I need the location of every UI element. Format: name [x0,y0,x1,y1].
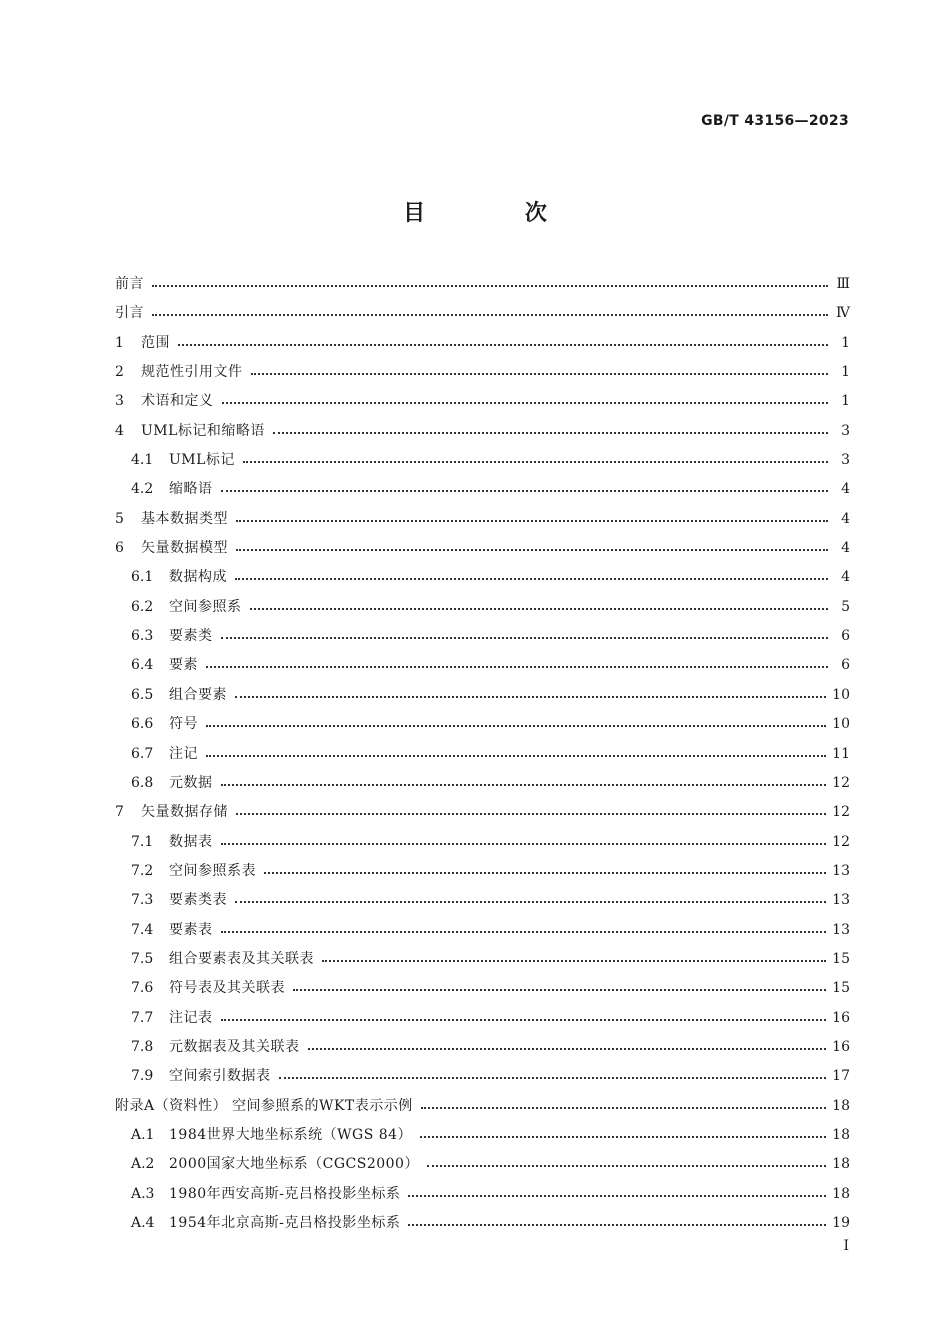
toc-entry[interactable] [115,740,850,769]
toc-entry-number: 6 [115,540,124,557]
toc-entry-page: 19 [832,1215,850,1231]
toc-entry-page: 13 [832,862,850,879]
toc-entry-label: 1984世界大地坐标系统（WGS 84） [169,1126,413,1143]
toc-entry-number: 7.4 [131,921,154,938]
toc-entry[interactable] [115,769,850,798]
toc-entry-page: 6 [841,628,850,645]
page-title: 目 次 [403,201,593,226]
toc-entry-page: 18 [832,1156,850,1173]
toc-entry-page: 1 [841,364,850,381]
toc-entry-page: 4 [841,569,850,586]
toc-entry-number: 4.1 [131,452,154,469]
toc-dot-leader [206,714,826,728]
toc-entry-page: 18 [832,1097,850,1114]
toc-entry[interactable] [115,622,850,651]
toc-dot-leader [308,1037,827,1051]
toc-entry-label: 注记表 [169,1009,213,1026]
toc-dot-leader [221,920,827,934]
toc-dot-leader [152,274,828,288]
toc-entry-number: A.4 [131,1215,155,1231]
toc-entry-label: 组合要素表及其关联表 [169,950,314,967]
toc-entry-page: 1 [841,393,850,410]
toc-entry-number: 7.8 [131,1038,154,1055]
toc-entry[interactable] [115,593,850,622]
toc-entry-page: 3 [841,452,850,469]
toc-dot-leader [221,832,827,846]
toc-entry-page: 4 [841,481,850,498]
toc-entry-label: 数据构成 [169,569,227,586]
toc-entry[interactable] [115,710,850,739]
toc-entry-number: 6.1 [131,569,154,586]
toc-entry[interactable] [115,1033,850,1062]
toc-dot-leader [235,685,826,699]
toc-entry[interactable] [115,916,850,945]
toc-entry-label: 1954年北京高斯-克吕格投影坐标系 [169,1215,401,1231]
toc-dot-leader [221,1008,827,1022]
toc-entry-number: A.2 [131,1156,155,1173]
toc-entry[interactable] [115,475,850,504]
toc-entry-page: 15 [832,980,850,997]
toc-entry-number: 7.7 [131,1009,154,1026]
toc-dot-leader [236,509,828,523]
toc-dot-leader [206,744,826,758]
toc-entry-label: 前言 [115,276,144,292]
toc-entry[interactable] [115,1180,850,1209]
toc-entry-page: 4 [841,540,850,557]
toc-entry-number: 6.3 [131,628,154,645]
toc-entry-number: 7.9 [131,1068,154,1085]
toc-entry-page: 12 [832,833,850,850]
toc-entry-page: 5 [841,598,850,615]
toc-dot-leader [293,978,826,992]
toc-entry-page: 18 [832,1185,850,1202]
toc-dot-leader [235,567,828,581]
toc-dot-leader [420,1125,826,1139]
toc-entry[interactable] [115,945,850,974]
toc-entry-number: 6.2 [131,598,154,615]
toc-entry-label: 要素 [169,657,198,674]
toc-entry-label: 要素类 [169,628,213,645]
toc-entry-label: 要素表 [169,921,213,938]
toc-entry[interactable] [115,1062,850,1091]
toc-dot-leader [408,1213,826,1227]
toc-dot-leader [243,450,828,464]
toc-entry-number: 3 [115,393,124,410]
toc-entry-page: 3 [841,422,850,439]
toc-dot-leader [421,1096,826,1110]
table-of-contents [115,270,850,1238]
toc-entry[interactable] [115,534,850,563]
toc-entry-label: 注记 [169,745,198,762]
toc-entry-page: 15 [832,950,850,967]
toc-dot-leader [221,479,829,493]
toc-entry-page: 6 [841,657,850,674]
toc-entry-page: 12 [832,774,850,791]
toc-dot-leader [279,1066,827,1080]
toc-entry-page: 4 [841,510,850,527]
toc-entry-page: Ⅳ [836,305,850,322]
toc-entry-label: 符号表及其关联表 [169,980,285,997]
toc-entry[interactable] [115,358,850,387]
toc-entry-number: A.1 [131,1126,155,1143]
toc-dot-leader [408,1184,826,1198]
toc-entry[interactable] [115,974,850,1003]
toc-entry-label: 空间参照系表 [169,862,256,879]
toc-entry-number: 4 [115,422,124,439]
toc-entry-label: 要素类表 [169,892,227,909]
toc-entry-page: 13 [832,892,850,909]
toc-entry[interactable] [115,1121,850,1150]
toc-dot-leader [427,1154,826,1168]
toc-entry-label: 符号 [169,716,198,733]
toc-entry-page: 18 [832,1126,850,1143]
toc-entry-label: 2000国家大地坐标系（CGCS2000） [169,1156,419,1173]
toc-dot-leader [250,597,829,611]
toc-entry-label: 组合要素 [169,686,227,703]
toc-entry-number: 6.5 [131,686,154,703]
toc-entry[interactable] [115,857,850,886]
toc-entry-page: 17 [832,1068,850,1085]
toc-entry[interactable] [115,1150,850,1179]
toc-entry[interactable] [115,505,850,534]
toc-entry-number: A.3 [131,1185,155,1202]
toc-entry-number: 7.1 [131,833,154,850]
toc-entry-number: 6.7 [131,745,154,762]
toc-entry-label: 空间索引数据表 [169,1068,271,1085]
toc-dot-leader [235,890,826,904]
toc-entry[interactable] [115,1209,850,1238]
toc-entry-number: 7.5 [131,950,154,967]
toc-entry-label: 1980年西安高斯-克吕格投影坐标系 [169,1185,401,1202]
toc-dot-leader [273,421,828,435]
toc-entry[interactable] [115,417,850,446]
toc-entry[interactable] [115,886,850,915]
toc-entry-page: 12 [832,804,850,821]
toc-entry[interactable] [115,387,850,416]
toc-entry-label: 范围 [141,334,170,351]
toc-entry-label: 元数据 [169,774,213,791]
toc-entry-page: 13 [832,921,850,938]
toc-dot-leader [322,949,826,963]
toc-dot-leader [152,303,828,317]
toc-entry-label: 矢量数据存储 [141,804,228,821]
toc-entry[interactable] [115,446,850,475]
toc-dot-leader [221,626,829,640]
toc-entry[interactable] [115,1092,850,1121]
toc-dot-leader [251,362,829,376]
toc-entry-number: 7.2 [131,862,154,879]
toc-entry-label: 数据表 [169,833,213,850]
page-number: Ⅰ [843,1238,849,1254]
toc-entry-number: 7.6 [131,980,154,997]
toc-entry[interactable] [115,329,850,358]
toc-entry-label: 术语和定义 [141,393,214,410]
toc-dot-leader [206,655,828,669]
toc-entry[interactable] [115,299,850,328]
toc-entry[interactable] [115,681,850,710]
toc-entry-page: 11 [832,745,850,762]
toc-entry[interactable] [115,651,850,680]
toc-entry-number: 6.4 [131,657,154,674]
toc-entry-label: 引言 [115,305,144,322]
standard-code: GB/T 43156—2023 [701,113,849,129]
toc-entry-label: 空间参照系 [169,598,242,615]
toc-dot-leader [264,861,826,875]
toc-entry-page: 10 [832,686,850,703]
toc-entry-page: 1 [841,334,850,351]
toc-entry[interactable] [115,270,850,299]
toc-entry-label: UML标记和缩略语 [141,422,265,439]
toc-entry-number: 4.2 [131,481,154,498]
toc-dot-leader [222,391,829,405]
toc-entry-number: 5 [115,510,124,527]
toc-entry-label: 规范性引用文件 [141,364,243,381]
toc-entry-page: 16 [832,1038,850,1055]
toc-entry-label: 附录A（资料性） 空间参照系的WKT表示示例 [115,1097,413,1114]
toc-entry-number: 1 [115,334,124,351]
toc-entry-number: 7 [115,804,124,821]
toc-dot-leader [178,333,828,347]
toc-dot-leader [236,538,828,552]
toc-dot-leader [221,773,827,787]
toc-entry-number: 2 [115,364,124,381]
toc-entry-label: UML标记 [169,452,235,469]
toc-entry-page: 10 [832,716,850,733]
toc-entry-number: 6.6 [131,716,154,733]
toc-entry-page: 16 [832,1009,850,1026]
toc-entry[interactable] [115,828,850,857]
toc-entry-label: 基本数据类型 [141,510,228,527]
toc-entry[interactable] [115,798,850,827]
toc-entry-page: Ⅲ [836,276,850,292]
toc-entry-label: 缩略语 [169,481,213,498]
toc-entry[interactable] [115,563,850,592]
toc-entry-label: 元数据表及其关联表 [169,1038,300,1055]
toc-entry[interactable] [115,1004,850,1033]
toc-dot-leader [236,802,826,816]
toc-entry-label: 矢量数据模型 [141,540,228,557]
toc-entry-number: 7.3 [131,892,154,909]
toc-entry-number: 6.8 [131,774,154,791]
